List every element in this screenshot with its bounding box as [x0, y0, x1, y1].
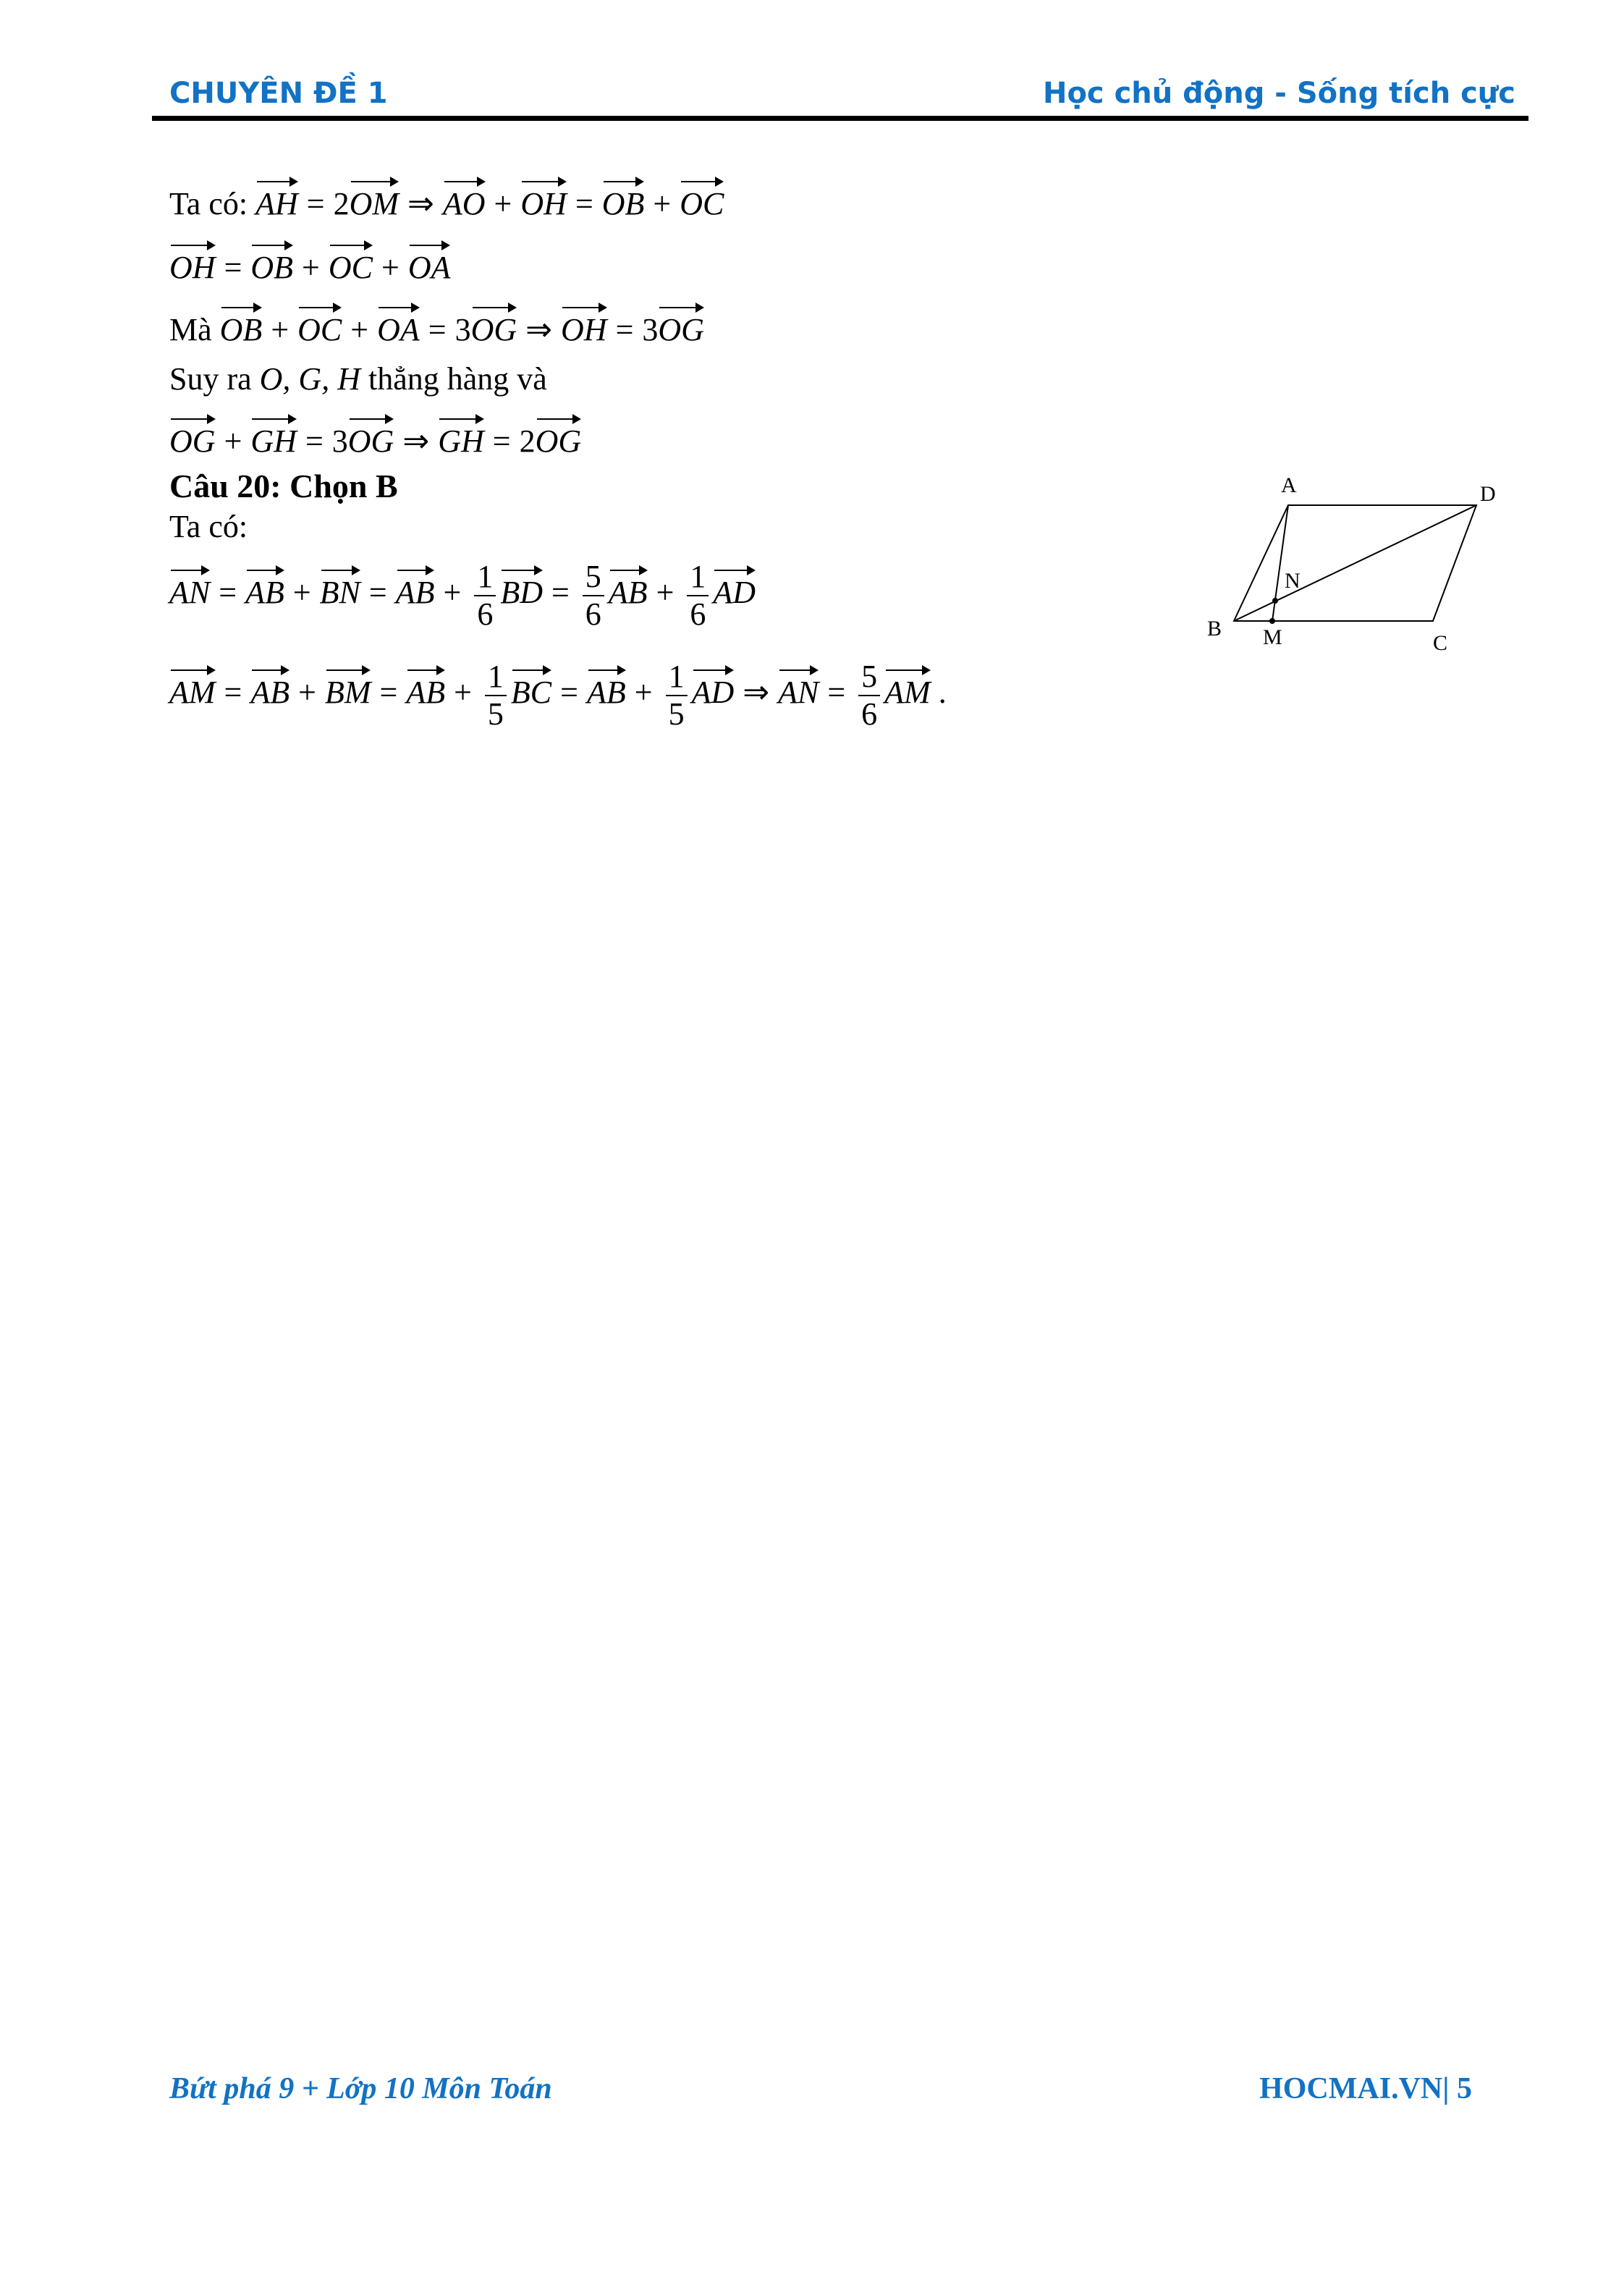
vector-AD: AD	[713, 570, 756, 611]
vector-OA: OA	[377, 307, 420, 348]
vector-AB: AB	[587, 669, 626, 711]
vector-OB: OB	[250, 245, 293, 286]
point-M	[1269, 618, 1275, 624]
fraction-1-5: $\frac{1}{5}$	[485, 659, 507, 732]
vector-BM: BM	[325, 669, 371, 711]
vector-AN: AN	[169, 570, 210, 611]
equation-line-3: Mà OB + OC + OA = 3OG ⇒ OH = 3OG	[169, 307, 704, 348]
points-OGH: O, G, H	[259, 361, 360, 397]
vector-GH: GH	[438, 418, 484, 460]
label-C: C	[1433, 631, 1448, 655]
vector-AB: AB	[609, 570, 648, 611]
equation-line-AN: AN = AB + BN = AB + $\frac{1}{6}$ BD = $\frac{5}{6}$ AB + $\frac{1}{6}$ AD	[169, 559, 756, 632]
fraction-5-6: $\frac{5}{6}$	[583, 559, 604, 633]
vector-AB: AB	[406, 669, 445, 711]
vector-OG: OG	[536, 418, 582, 460]
text-line-4	[169, 360, 547, 397]
vector-AB: AB	[245, 570, 284, 611]
vector-AN: AN	[778, 669, 819, 711]
vector-BN: BN	[320, 570, 360, 611]
parallelogram-figure	[1187, 470, 1505, 666]
vector-OH: OH	[561, 307, 607, 348]
text-line-taco: Ta có:	[169, 509, 248, 544]
vector-AB: AB	[396, 570, 435, 611]
label-N: N	[1285, 569, 1301, 593]
fraction-1-6: $\frac{1}{6}$	[687, 559, 709, 633]
text-segment: thẳng hàng và	[360, 361, 547, 397]
label-B: B	[1207, 617, 1222, 641]
equation-line-AM: AM = AB + BM = AB + $\frac{1}{5}$ BC = AB + $\frac{1}{5}$ AD ⇒ AN = $\frac{5}{6}$ AM .	[169, 659, 947, 732]
equation-line-5: OG + GH = 3OG ⇒ GH = 2OG	[169, 418, 581, 460]
vector-OM: OM	[350, 181, 399, 222]
fraction-5-6: $\frac{5}{6}$	[858, 659, 880, 732]
footer-course: Bứt phá 9 + Lớp 10 Môn Toán	[169, 2072, 552, 2105]
vector-OG: OG	[348, 418, 394, 460]
label-M: M	[1263, 625, 1282, 649]
vector-OH: OH	[520, 181, 567, 222]
vector-AO: AO	[443, 181, 486, 222]
fraction-1-5: $\frac{1}{5}$	[666, 659, 688, 732]
fraction-1-6: $\frac{1}{6}$	[474, 559, 496, 633]
vector-OG: OG	[169, 418, 216, 460]
header-slogan: Học chủ động - Sống tích cực	[1042, 77, 1515, 110]
vector-OB: OB	[220, 307, 263, 348]
vector-GH: GH	[250, 418, 297, 460]
vector-OG: OG	[658, 307, 704, 348]
vector-OG: OG	[471, 307, 517, 348]
vector-OA: OA	[408, 245, 451, 286]
vector-AH: AH	[255, 181, 298, 222]
equation-line-1: Ta có: AH = 2OM ⇒ AO + OH = OB + OC	[169, 181, 724, 222]
equation-line-2: OH = OB + OC + OA	[169, 245, 450, 286]
header-divider	[152, 116, 1528, 121]
vector-AM: AM	[169, 669, 216, 711]
label-D: D	[1480, 482, 1496, 506]
question-heading: Câu 20: Chọn B	[169, 468, 398, 504]
vector-AD: AD	[692, 669, 735, 711]
vector-OB: OB	[602, 181, 645, 222]
vector-OC: OC	[297, 307, 342, 348]
vector-OC: OC	[680, 181, 724, 222]
point-N	[1272, 598, 1278, 604]
vector-OH: OH	[169, 245, 216, 286]
vector-OC: OC	[329, 245, 373, 286]
text-segment: Suy ra	[169, 361, 260, 397]
header-topic: CHUYÊN ĐỀ 1	[169, 77, 388, 110]
vector-BD: BD	[500, 570, 543, 611]
footer-page: HOCMAI.VN| 5	[1259, 2072, 1472, 2105]
vector-AB: AB	[250, 669, 289, 711]
line-label: Ta có:	[169, 186, 256, 221]
vector-AM: AM	[884, 669, 931, 711]
label-A: A	[1281, 473, 1297, 497]
line-label: Mà	[169, 312, 220, 347]
vector-BC: BC	[511, 669, 551, 711]
